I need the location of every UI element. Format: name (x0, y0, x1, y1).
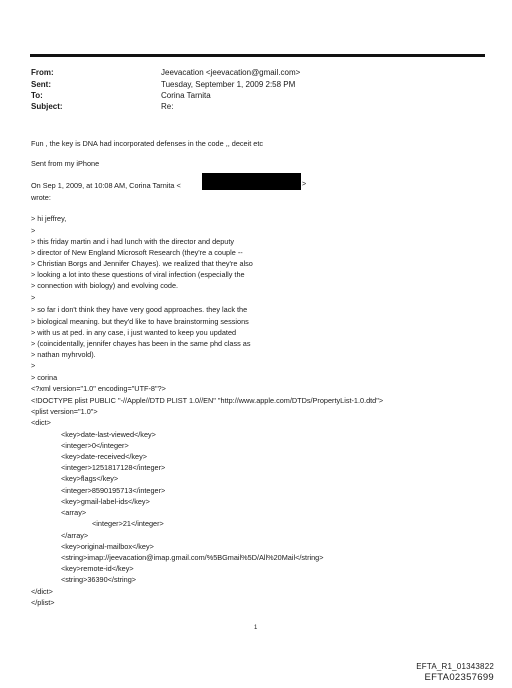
sent-label: Sent: (31, 80, 51, 89)
quoted-line: > looking a lot into these questions of viral infection (especially the (31, 270, 245, 279)
xml-line: <integer>1251817128</integer> (61, 463, 166, 472)
subject-label: Subject: (31, 102, 63, 111)
xml-line: <key>original-mailbox</key> (61, 542, 154, 551)
xml-line: </dict> (31, 587, 53, 596)
xml-line: <key>flags</key> (61, 474, 119, 483)
quoted-line: > with us at ped. in any case, i just wanted to keep you updated (31, 328, 237, 337)
subject-value: Re: (161, 102, 174, 111)
xml-line: <integer>21</integer> (92, 519, 164, 528)
xml-line: <key>gmail-label-ids</key> (61, 497, 150, 506)
page-number: 1 (254, 625, 258, 631)
quoted-line: > corina (31, 373, 58, 382)
xml-line: <!DOCTYPE plist PUBLIC "-//Apple//DTD PLIST 1.0//EN" "http://www.apple.com/DTDs/PropertyList-1.0.dtd"> (31, 396, 384, 405)
xml-line: <string>imap://jeevacation@imap.gmail.com/%5BGmail%5D/All%20Mail</string> (61, 553, 324, 562)
quote-intro: On Sep 1, 2009, at 10:08 AM, Corina Tarnita < (31, 181, 181, 190)
header-rule (30, 54, 485, 57)
from-value: Jeevacation <jeevacation@gmail.com> (161, 68, 301, 77)
xml-line: </plist> (31, 598, 55, 607)
quote-intro-wrote: wrote: (31, 193, 51, 202)
quoted-line: > (31, 293, 36, 302)
to-label: To: (31, 91, 43, 100)
to-value: Corina Tarnita (161, 91, 211, 100)
quoted-line: > (31, 226, 36, 235)
xml-line: <integer>0</integer> (61, 441, 129, 450)
reply-text: Fun , the key is DNA had incorporated defenses in the code ,, deceit etc (31, 139, 264, 148)
xml-line: <dict> (31, 418, 51, 427)
quoted-line: > (31, 361, 36, 370)
xml-line: <key>date-received</key> (61, 452, 147, 461)
quoted-line: > so far i don't think they have very good approaches. they lack the (31, 305, 248, 314)
xml-line: <string>36390</string> (61, 575, 137, 584)
quoted-line: > Christian Borgs and Jennifer Chayes). we realized that they're also (31, 259, 253, 268)
xml-line: <plist version="1.0"> (31, 407, 98, 416)
sent-value: Tuesday, September 1, 2009 2:58 PM (161, 80, 296, 89)
quoted-line: > biological meaning. but they'd like to have brainstorming sessions (31, 317, 249, 326)
quoted-line: > this friday martin and i had lunch with the director and deputy (31, 237, 235, 246)
xml-line: <?xml version="1.0" encoding="UTF-8"?> (31, 384, 166, 393)
xml-line: <integer>8590195713</integer> (61, 486, 166, 495)
xml-line: <key>date-last-viewed</key> (61, 430, 156, 439)
bates-ref-1: EFTA_R1_01343822 (416, 662, 494, 671)
signature: Sent from my iPhone (31, 159, 100, 168)
quote-intro-gt: > (302, 181, 307, 188)
from-label: From: (31, 68, 54, 77)
redaction-box (202, 173, 301, 190)
quoted-line: > connection with biology) and evolving code. (31, 281, 179, 290)
xml-line: <key>remote-id</key> (61, 564, 134, 573)
quoted-line: > director of New England Microsoft Research (they're a couple -- (31, 248, 243, 257)
quoted-line: > hi jeffrey, (31, 214, 67, 223)
quoted-line: > (coincidentally, jennifer chayes has been in the same phd class as (31, 339, 251, 348)
bates-ref-2: EFTA02357699 (424, 672, 494, 683)
xml-line: </array> (61, 531, 89, 540)
quoted-line: > nathan myhrvold). (31, 350, 96, 359)
xml-line: <array> (61, 508, 87, 517)
